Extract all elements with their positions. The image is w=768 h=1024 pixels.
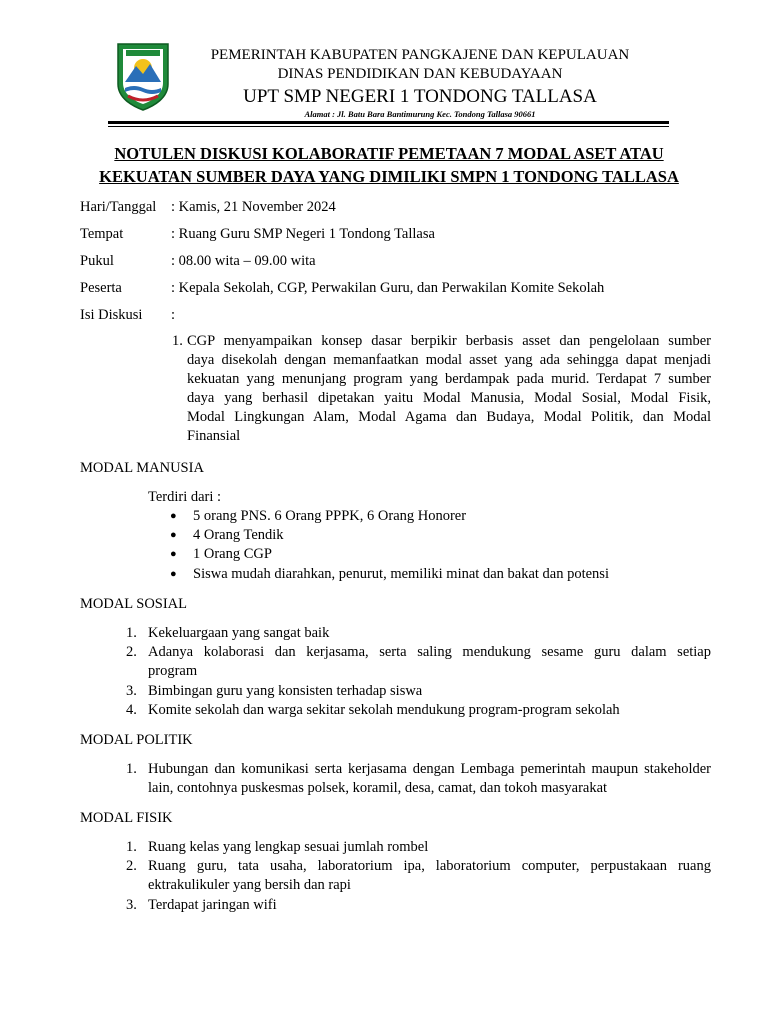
letterhead-department: DINAS PENDIDIKAN DAN KEBUDAYAAN xyxy=(277,66,563,82)
list-item: Bimbingan guru yang konsisten terhadap siswa xyxy=(148,683,423,699)
info-label: Isi Diskusi xyxy=(80,307,143,323)
modal-manusia-intro: Terdiri dari : xyxy=(148,489,222,505)
list-item-line: lain, contohnya puskesmas polsek, koramil, desa, camat, dan tokoh masyarakat xyxy=(148,780,608,796)
list-item xyxy=(148,857,711,895)
info-value: : Kepala Sekolah, CGP, Perwakilan Guru, dan Perwakilan Komite Sekolah xyxy=(171,280,605,296)
list-item xyxy=(148,643,711,681)
list-item: 4 Orang Tendik xyxy=(193,527,284,543)
list-item-number: 1. xyxy=(126,839,137,855)
section-heading-modal-fisik: MODAL FISIK xyxy=(80,810,173,826)
list-item-number: 2. xyxy=(126,858,137,874)
letterhead-divider-thin xyxy=(108,126,669,127)
title-line-1: NOTULEN DISKUSI KOLABORATIF PEMETAAN 7 MODAL ASET ATAU xyxy=(114,144,664,163)
info-label: Pukul xyxy=(80,253,114,269)
letterhead-school: UPT SMP NEGERI 1 TONDONG TALLASA xyxy=(243,86,597,107)
title-line-2: KEKUATAN SUMBER DAYA YANG DIMILIKI SMPN 1 TONDONG TALLASA xyxy=(99,167,679,186)
regency-logo-icon xyxy=(114,40,172,112)
list-item-line: Ruang guru, tata usaha, laboratorium ipa, laboratorium computer, perpustakaan ruang xyxy=(148,858,711,874)
list-item: Komite sekolah dan warga sekitar sekolah mendukung program-program sekolah xyxy=(148,702,620,718)
document-title xyxy=(60,142,718,188)
letterhead xyxy=(170,46,670,120)
list-item: Kekeluargaan yang sangat baik xyxy=(148,625,330,641)
letterhead-government: PEMERINTAH KABUPATEN PANGKAJENE DAN KEPULAUAN xyxy=(210,47,630,63)
bullet-icon: ● xyxy=(170,510,177,522)
discussion-item-text xyxy=(187,332,711,446)
list-item-number: 3. xyxy=(126,683,137,699)
list-item-number: 1. xyxy=(126,625,137,641)
list-item-number: 4. xyxy=(126,702,137,718)
list-item-number: 3. xyxy=(126,897,137,913)
discussion-line: Modal Lingkungan Alam, Modal Agama dan Budaya, Modal Politik, dan Modal xyxy=(187,409,711,425)
letterhead-address: Alamat : Jl. Batu Bara Bantimurung Kec. Tondong Tallasa 90661 xyxy=(304,109,536,119)
list-item: Terdapat jaringan wifi xyxy=(148,897,277,913)
info-label: Tempat xyxy=(80,226,124,242)
section-heading-modal-politik: MODAL POLITIK xyxy=(80,732,193,748)
info-value: : 08.00 wita – 09.00 wita xyxy=(171,253,316,269)
info-value: : Kamis, 21 November 2024 xyxy=(171,199,336,215)
discussion-line: daya yang berhasil dipetakan yaitu Modal Manusia, Modal Sosial, Modal Fisik, xyxy=(187,390,711,406)
discussion-line: CGP menyampaikan konsep dasar berpikir berbasis asset dan pengelolaan sumber xyxy=(187,333,711,349)
list-item-line: Hubungan dan komunikasi serta kerjasama dengan Lembaga pemerintah maupun stakeholder xyxy=(148,761,711,777)
info-label: Peserta xyxy=(80,280,122,296)
info-label: Hari/Tanggal xyxy=(80,199,157,215)
bullet-icon: ● xyxy=(170,529,177,541)
discussion-line: kekuatan yang menunjang program yang berdampak pada murid. Terdapat 7 sumber xyxy=(187,371,711,387)
bullet-icon: ● xyxy=(170,568,177,580)
list-item: Siswa mudah diarahkan, penurut, memiliki minat dan bakat dan potensi xyxy=(193,566,609,582)
section-heading-modal-sosial: MODAL SOSIAL xyxy=(80,596,188,612)
list-item-line: ektrakulikuler yang bersih dan rapi xyxy=(148,877,351,893)
list-item xyxy=(148,760,711,798)
list-item-number: 1. xyxy=(126,761,137,777)
list-item-line: program xyxy=(148,663,198,679)
list-item: 1 Orang CGP xyxy=(193,546,272,562)
bullet-icon: ● xyxy=(170,548,177,560)
list-item-number: 2. xyxy=(126,644,137,660)
section-heading-modal-manusia: MODAL MANUSIA xyxy=(80,460,204,476)
list-item-line: Adanya kolaborasi dan kerjasama, serta saling mendukung sesame guru dalam setiap xyxy=(148,644,711,660)
discussion-line: daya disekolah dengan memanfaatkan modal asset yang ada sehingga dapat menjadi xyxy=(187,352,711,368)
discussion-line: Finansial xyxy=(187,428,241,444)
discussion-item-number: 1. xyxy=(172,333,183,349)
list-item: 5 orang PNS. 6 Orang PPPK, 6 Orang Honorer xyxy=(193,508,467,524)
info-value: : Ruang Guru SMP Negeri 1 Tondong Tallasa xyxy=(171,226,435,242)
letterhead-divider-thick xyxy=(108,121,669,124)
list-item: Ruang kelas yang lengkap sesuai jumlah rombel xyxy=(148,839,429,855)
info-value: : xyxy=(171,307,176,323)
